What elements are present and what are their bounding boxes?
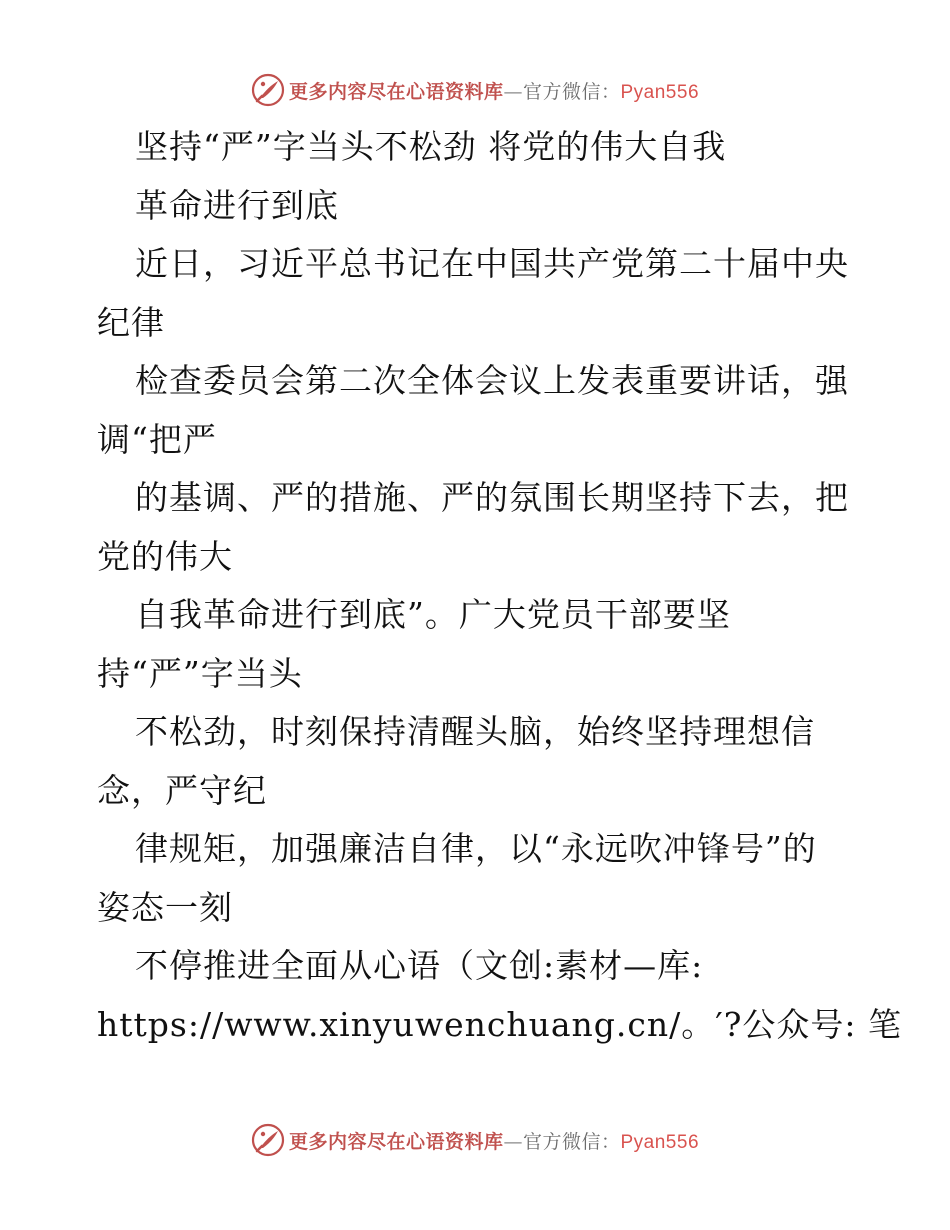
body-line: 持“严”字当头 (97, 653, 303, 693)
footer-banner-main: 更多内容尽在心语资料库 (288, 1130, 504, 1153)
header-banner-separator: — (503, 80, 523, 103)
header-banner-main: 更多内容尽在心语资料库 (288, 80, 504, 103)
body-line: 不停推进全面从心语（文创:素材—库: (135, 946, 704, 985)
body-line: 坚持“严”字当头不松劲 将党的伟大自我 (135, 127, 727, 166)
header-banner-wechat-id: Pyan556 (620, 81, 700, 103)
body-line: 姿态一刻 (97, 887, 233, 927)
body-line: 检查委员会第二次全体会议上发表重要讲话，强 (135, 361, 849, 400)
header-banner-wechat-label: 官方微信： (522, 80, 621, 103)
body-line: 党的伟大 (97, 536, 233, 576)
body-line: 自我革命进行到底”。广大党员干部要坚 (135, 595, 731, 634)
body-line: 不松劲，时刻保持清醒头脑，始终坚持理想信 (135, 712, 815, 751)
footer-banner (0, 1120, 950, 1160)
footer-banner-text (289, 1127, 699, 1154)
body-line: 念，严守纪 (97, 770, 267, 810)
body-line: 革命进行到底 (135, 185, 339, 225)
body-line: 调“把严 (97, 419, 217, 459)
body-line: 律规矩，加强廉洁自律，以“永远吹冲锋号”的 (135, 829, 817, 868)
footer-banner-separator: — (503, 1130, 523, 1153)
quill-pen-logo-icon (251, 73, 285, 107)
document-body (97, 118, 903, 1054)
body-line: 的基调、严的措施、严的氛围长期坚持下去，把 (135, 478, 849, 517)
footer-banner-wechat-label: 官方微信： (522, 1130, 621, 1153)
body-line-url: https://www.xinyuwenchuang.cn/。′?公众号: 笔 (97, 1004, 903, 1044)
header-banner (0, 70, 950, 110)
header-banner-text (289, 77, 699, 104)
body-line: 近日，习近平总书记在中国共产党第二十届中央 (135, 244, 849, 283)
footer-banner-wechat-id: Pyan556 (620, 1131, 700, 1153)
body-line: 纪律 (97, 302, 165, 342)
quill-pen-logo-icon (251, 1123, 285, 1157)
